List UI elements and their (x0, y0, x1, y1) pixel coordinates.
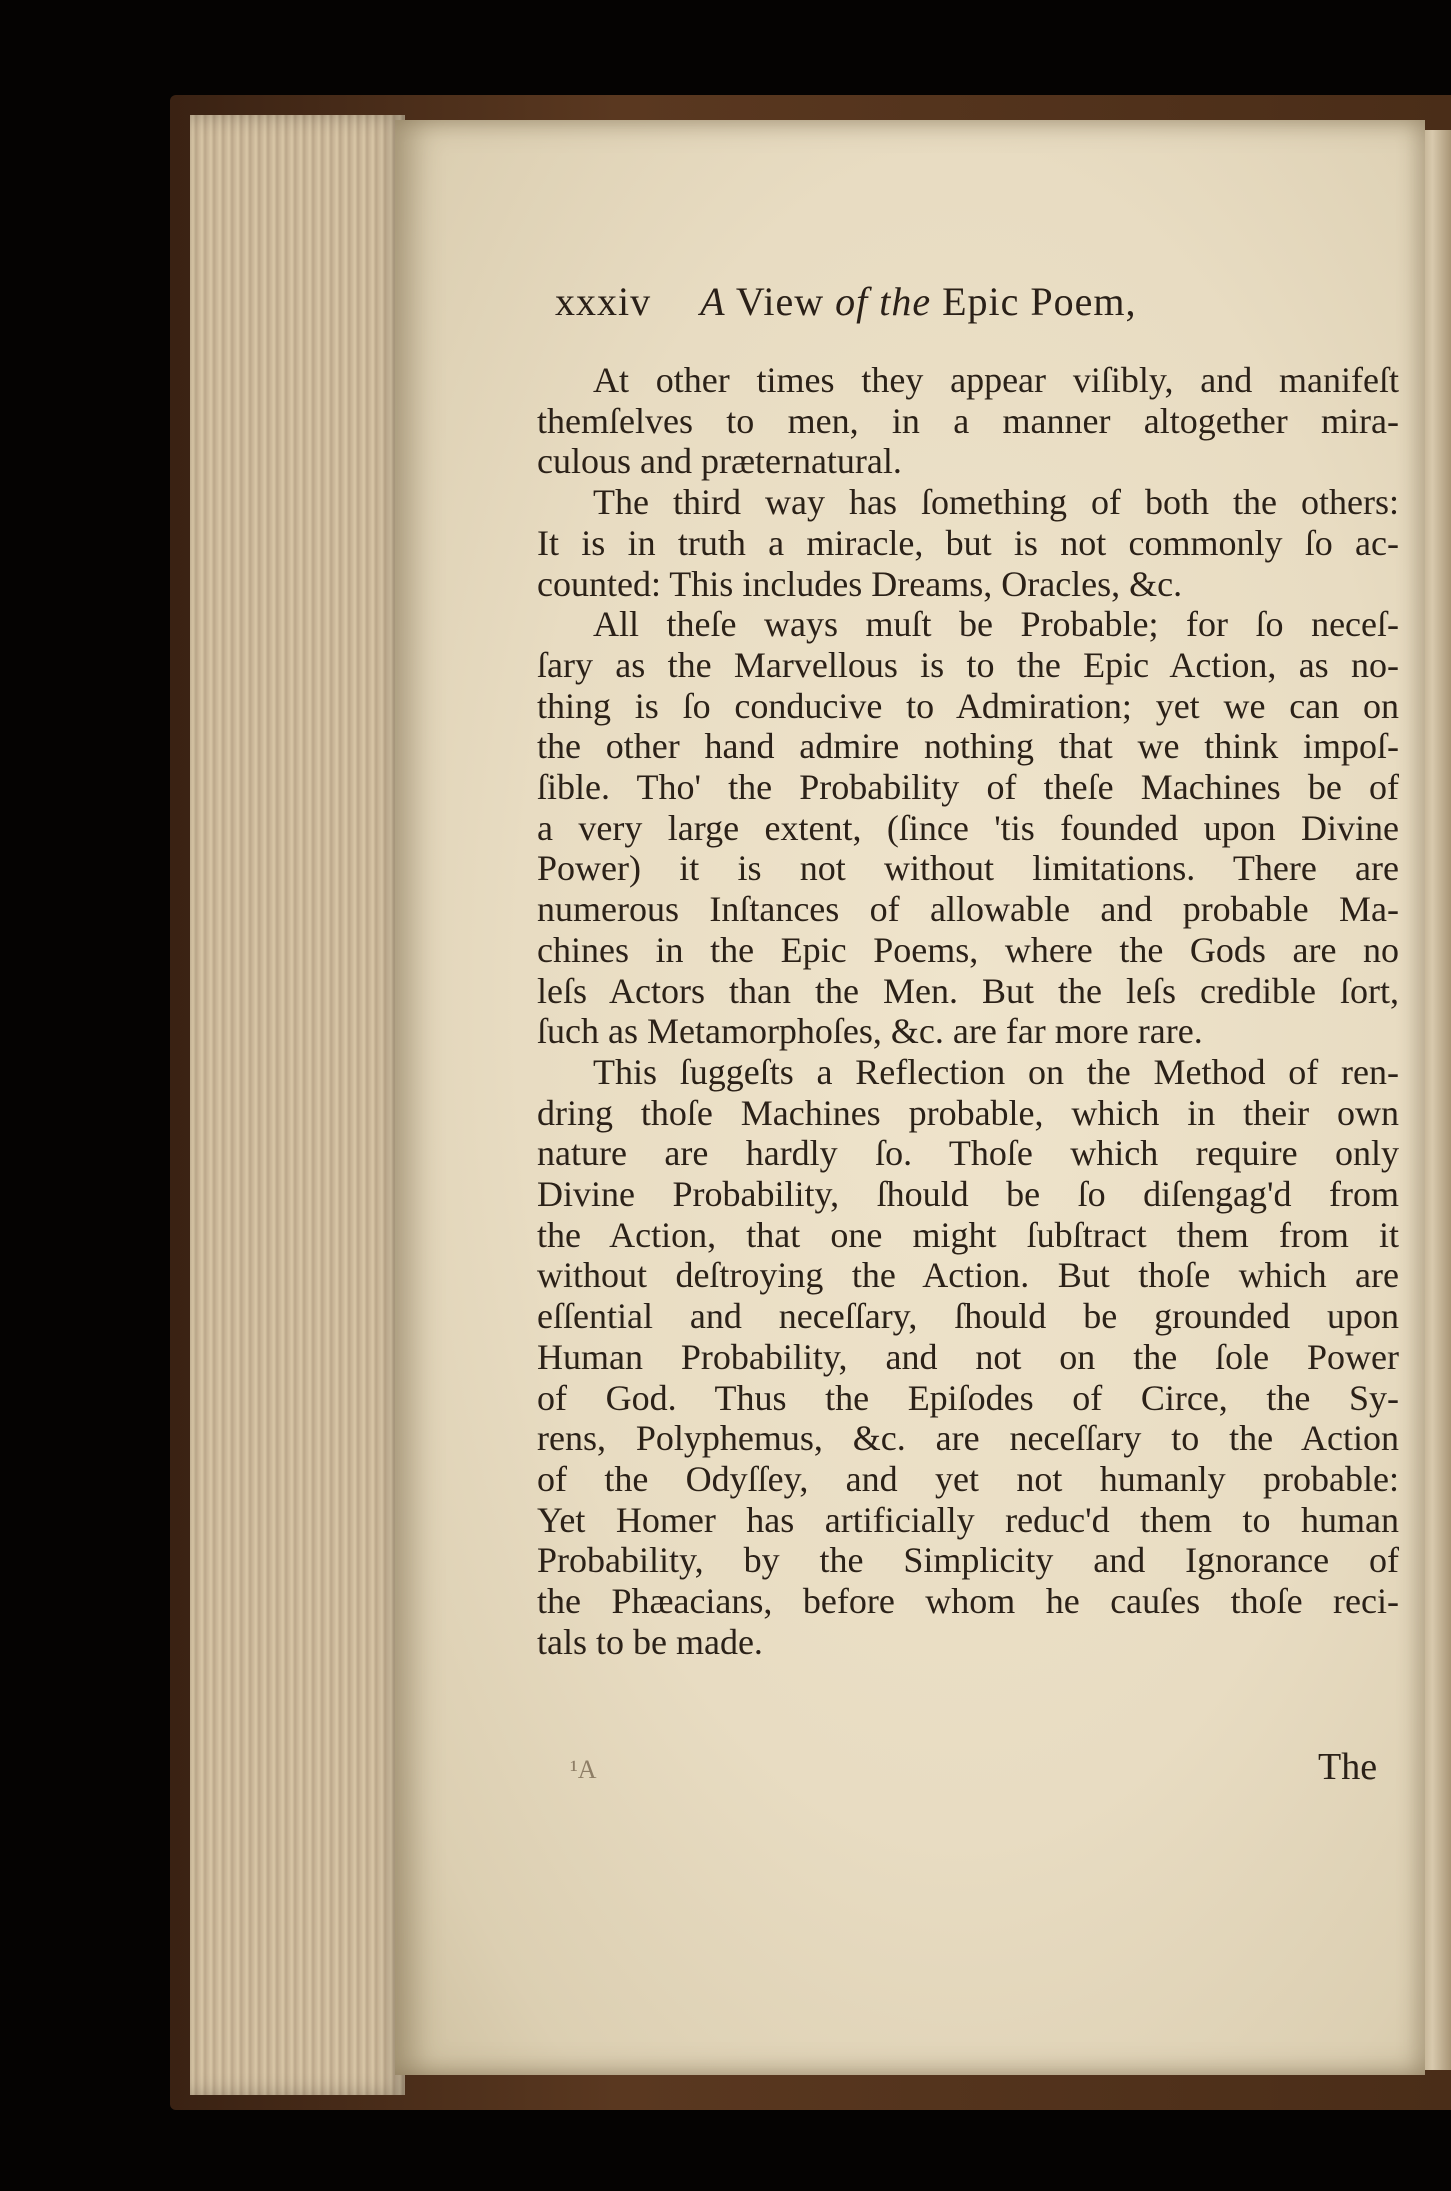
catchword: The (1318, 1746, 1378, 1788)
text-line: ſible. Tho' the Probability of theſe Machines be of (537, 767, 1399, 808)
running-header (555, 278, 1395, 338)
signature-mark: ¹A (570, 1755, 597, 1784)
text-line: Divine Probability, ſhould be ſo diſengag'd from (537, 1174, 1399, 1215)
text-line: Yet Homer has artificially reduc'd them to human (537, 1499, 1399, 1540)
text-line: of the Odyſſey, and yet not humanly probable: (537, 1458, 1399, 1499)
text-line: the Phæacians, before whom he cauſes thoſe reci- (537, 1581, 1399, 1622)
text-line: dring thoſe Machines probable, which in their own (537, 1092, 1399, 1133)
text-line: At other times they appear viſibly, and manifeſt (593, 360, 1399, 400)
text-line: leſs Actors than the Men. But the leſs credible ſort, (537, 970, 1399, 1011)
text-line: nature are hardly ſo. Thoſe which require only (537, 1133, 1399, 1174)
text-line: ſuch as Metamorphoſes, &c. are far more rare. (537, 1011, 1203, 1052)
text-line: themſelves to men, in a manner altogether mira- (537, 400, 1399, 441)
text-line: It is in truth a miracle, but is not commonly ſo ac- (537, 522, 1399, 563)
text-line: Power) it is not without limitations. There are (537, 848, 1399, 889)
header-title-view: View (735, 279, 825, 324)
text-line: the Action, that one might ſubſtract them from it (537, 1214, 1399, 1255)
text-line: chines in the Epic Poems, where the Gods are no (537, 929, 1399, 970)
text-line: The third way has ſomething of both the others: (593, 482, 1399, 523)
page-number: xxxiv (555, 279, 652, 324)
text-line: ſary as the Marvellous is to the Epic Action, as no- (537, 644, 1399, 685)
text-line: counted: This includes Dreams, Oracles, &c. (537, 563, 1183, 604)
text-line: thing is ſo conducive to Admiration; yet we can on (537, 685, 1399, 726)
text-line: Probability, by the Simplicity and Ignorance of (537, 1540, 1399, 1581)
text-line: without deſtroying the Action. But thoſe which are (537, 1255, 1399, 1296)
text-line: the other hand admire nothing that we think impoſ- (537, 726, 1399, 767)
text-line: This ſuggeſts a Reflection on the Method of ren- (593, 1051, 1399, 1092)
header-title-of-the: of the (835, 279, 932, 324)
text-line: a very large extent, (ſince 'tis founded upon Divine (537, 807, 1399, 848)
text-line: eſſential and neceſſary, ſhould be grounded upon (537, 1296, 1399, 1337)
text-line: numerous Inſtances of allowable and probable Ma- (537, 889, 1399, 930)
page-edges (190, 115, 405, 2095)
text-line: All theſe ways muſt be Probable; for ſo neceſ- (593, 604, 1399, 645)
header-title-a: A (700, 279, 726, 324)
header-title-rest: Epic Poem, (942, 279, 1137, 324)
text-line: tals to be made. (537, 1621, 763, 1662)
text-line: Human Probability, and not on the ſole Power (537, 1336, 1399, 1377)
text-line: of God. Thus the Epiſodes of Circe, the Sy- (537, 1377, 1399, 1418)
text-line: culous and præternatural. (537, 441, 902, 482)
text-line: rens, Polyphemus, &c. are neceſſary to the Action (537, 1418, 1399, 1459)
body-text (537, 360, 1399, 1663)
